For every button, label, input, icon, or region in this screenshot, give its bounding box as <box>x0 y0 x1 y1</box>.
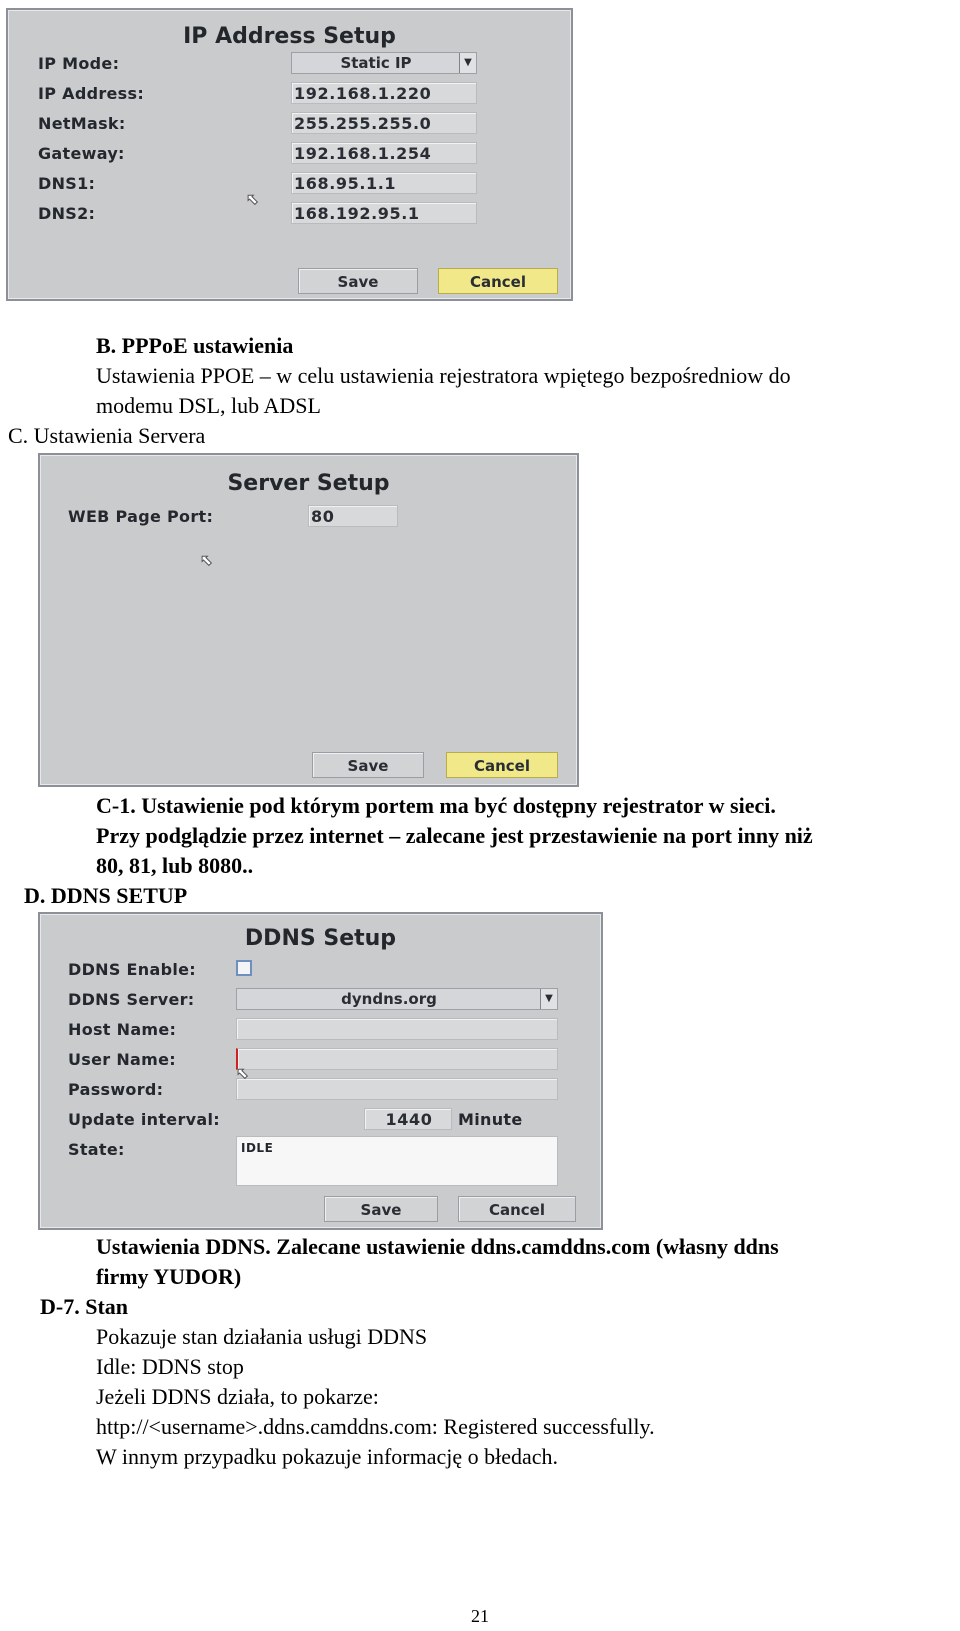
ddns-enable-checkbox[interactable] <box>236 960 252 976</box>
state-value: IDLE <box>241 1141 274 1155</box>
update-interval-label: Update interval: <box>68 1110 220 1129</box>
section-d7-line4: http://<username>.ddns.camddns.com: Registered successfully. <box>96 1414 655 1439</box>
panel-title: Server Setup <box>227 471 390 496</box>
user-name-field[interactable] <box>236 1048 558 1070</box>
ip-mode-select[interactable] <box>291 52 477 74</box>
gateway-field[interactable]: 192.168.1.254 <box>291 142 477 164</box>
panel-title: DDNS Setup <box>244 926 397 951</box>
ip-address-field[interactable]: 192.168.1.220 <box>291 82 477 104</box>
cancel-button[interactable]: Cancel <box>458 1196 576 1222</box>
section-d7-line5: W innym przypadku pokazuje informację o błedach. <box>96 1444 559 1469</box>
host-name-label: Host Name: <box>68 1020 177 1039</box>
interval-unit-label: Minute <box>458 1110 523 1129</box>
section-b-line2: modemu DSL, lub ADSL <box>96 393 321 418</box>
section-d7-line1: Pokazuje stan działania usługi DDNS <box>96 1324 428 1349</box>
mouse-pointer-icon: ⬉ <box>236 1064 249 1082</box>
save-button[interactable]: Save <box>312 752 424 778</box>
netmask-label: NetMask: <box>38 114 126 133</box>
ddns-server-select[interactable] <box>236 988 558 1010</box>
password-label: Password: <box>68 1080 164 1099</box>
ddns-setup-panel <box>38 912 603 1230</box>
update-interval-field[interactable]: 1440 <box>364 1108 452 1130</box>
ip-mode-label: IP Mode: <box>38 54 120 73</box>
ip-address-label: IP Address: <box>38 84 145 103</box>
password-field[interactable] <box>236 1078 558 1100</box>
section-c1-line1: C-1. Ustawienie pod którym portem ma być dostępny rejestrator w sieci. <box>96 793 776 818</box>
web-page-port-label: WEB Page Port: <box>68 507 214 526</box>
cancel-button[interactable]: Cancel <box>438 268 558 294</box>
web-page-port-field[interactable]: 80 <box>308 505 398 527</box>
section-b-line1: Ustawienia PPOE – w celu ustawienia rejestratora wpiętego bezpośredniow do <box>96 363 791 388</box>
dns1-label: DNS1: <box>38 174 96 193</box>
ddns-server-value: dyndns.org <box>341 990 437 1008</box>
dns2-field[interactable]: 168.192.95.1 <box>291 202 477 224</box>
panel-title: IP Address Setup <box>183 24 396 49</box>
ddns-enable-label: DDNS Enable: <box>68 960 196 979</box>
mouse-pointer-icon: ⬉ <box>246 190 259 208</box>
chevron-down-icon[interactable]: ▼ <box>540 989 557 1009</box>
user-name-label: User Name: <box>68 1050 176 1069</box>
section-c-heading: C. Ustawienia Servera <box>8 423 206 448</box>
section-b-heading: B. PPPoE ustawienia <box>96 333 294 358</box>
save-button[interactable]: Save <box>298 268 418 294</box>
save-button[interactable]: Save <box>324 1196 438 1222</box>
ddns-note-line1: Ustawienia DDNS. Zalecane ustawienie ddns.camddns.com (własny ddns <box>96 1234 779 1259</box>
dns2-label: DNS2: <box>38 204 96 223</box>
page-number: 21 <box>471 1606 489 1626</box>
netmask-field[interactable]: 255.255.255.0 <box>291 112 477 134</box>
section-d-heading: D. DDNS SETUP <box>24 883 188 908</box>
server-setup-panel <box>38 453 579 787</box>
ddns-note-line2: firmy YUDOR) <box>96 1264 242 1289</box>
gateway-label: Gateway: <box>38 144 125 163</box>
state-label: State: <box>68 1140 125 1159</box>
state-textarea <box>236 1136 558 1186</box>
cancel-button[interactable]: Cancel <box>446 752 558 778</box>
dns1-field[interactable]: 168.95.1.1 <box>291 172 477 194</box>
section-c1-line3: 80, 81, lub 8080.. <box>96 853 254 878</box>
ip-mode-value: Static IP <box>340 54 412 72</box>
ip-address-setup-panel <box>6 8 573 301</box>
ddns-server-label: DDNS Server: <box>68 990 195 1009</box>
host-name-field[interactable] <box>236 1018 558 1040</box>
section-d7-line2: Idle: DDNS stop <box>96 1354 244 1379</box>
section-d7-heading: D-7. Stan <box>40 1294 129 1319</box>
mouse-pointer-icon: ⬉ <box>200 551 213 569</box>
section-d7-line3: Jeżeli DDNS działa, to pokarze: <box>96 1384 379 1409</box>
section-c1-line2: Przy podglądzie przez internet – zalecane jest przestawienie na port inny niż <box>96 823 813 848</box>
chevron-down-icon[interactable]: ▼ <box>459 53 476 73</box>
